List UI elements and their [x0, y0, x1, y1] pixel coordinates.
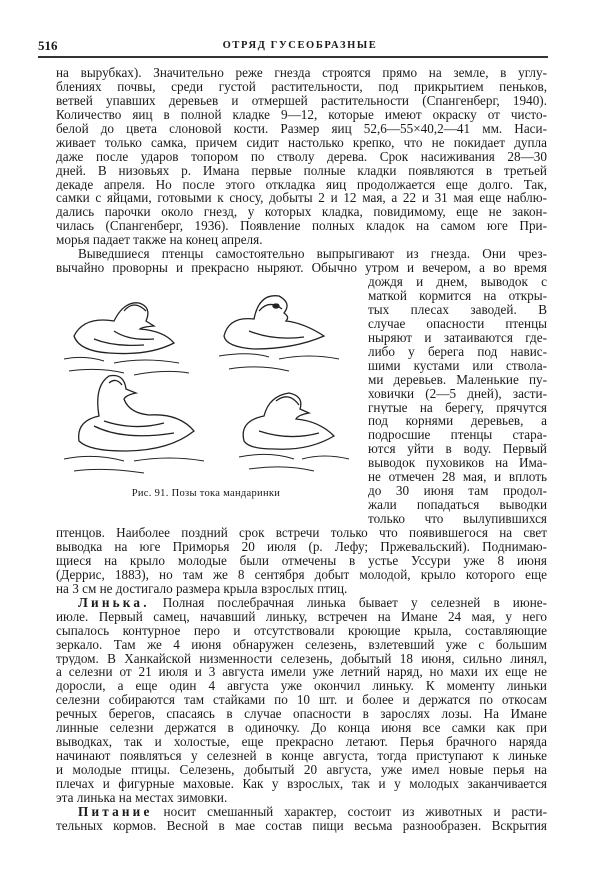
- running-title: ОТРЯД ГУСЕОБРАЗНЫЕ: [222, 40, 378, 51]
- text-line: жали попадаться выводки: [368, 498, 547, 512]
- text-line: [56, 805, 547, 819]
- figure-91: [56, 275, 356, 526]
- page-number: 516: [38, 38, 58, 53]
- text-line: июле. Первый самец, начавший линьку, встречен на Имане 24 мая, у него: [56, 609, 547, 624]
- text-line: ветвей упавших деревьев и отмершей растительности (Спангенберг, 1940).: [56, 93, 547, 108]
- text-line: вычайно проворны и прекрасно ныряют. Обычно утром и вечером, а во время: [56, 261, 547, 276]
- text-line: маткой кормится на откры-: [368, 289, 547, 303]
- text-line: белой до цвета слоновой кости. Размер яиц 52,6—55×40,2—41 мм. Наси-: [56, 121, 547, 136]
- text-line: начинают появляться у селезней в конце августа, тогда приступают к линьке: [56, 749, 547, 763]
- text-line: дались парочки около гнезд, у которых кладка, повидимому, еще не закон-: [56, 205, 547, 220]
- text-line: плечах и фигурные маховые. Как у взрослых, так и у молодых заканчивается: [56, 776, 547, 791]
- figure-caption: Рис. 91. Позы тока мандаринки: [131, 488, 281, 500]
- text-line: гнутые на берегу, прячутся: [368, 400, 547, 415]
- text-line: зеркало. Там же 4 июня обнаружен селезень, взлетевший уже с большим: [56, 637, 547, 652]
- text-line: ныряют и затаиваются где-: [368, 330, 547, 345]
- text-line: до 30 июня там продол-: [368, 484, 547, 499]
- text-line-content: носит смешанный характер, состоит из животных и расти-: [152, 804, 547, 819]
- text-line: тельных кормов. Весной в мае состав пищи весьма разнообразен. Вскрытия: [56, 818, 547, 833]
- text-line: шими кустами или ствола-: [368, 358, 547, 373]
- text-line: трудом. В Ханкайской низменности селезень, добытый 18 июня, сильно линял,: [56, 651, 547, 666]
- text-line: Выведшиеся птенцы самостоятельно выпрыгивают из гнезда. Они чрез-: [78, 247, 547, 262]
- text-line: декаде апреля. Но после этого откладка яиц продолжается еще долго. Так,: [56, 177, 547, 192]
- text-line: линные селезни держатся в одиночку. До конца июня все самки как при: [56, 721, 547, 736]
- text-line: селезни собираются там стайками по 10 шт. и более и держатся по откосам: [56, 693, 547, 708]
- text-line: эта линька на местах зимовки.: [56, 790, 228, 805]
- figure-row: [56, 275, 547, 526]
- text-line: а селезни от 21 июля и 3 августа имели уже летний наряд, но махи их еще не: [56, 665, 547, 680]
- text-line: даже после ударов топором по стволу дерева. Срок насиживания 28—30: [56, 149, 547, 164]
- header-rule: [38, 56, 548, 58]
- text-block-top: [56, 66, 547, 275]
- text-line: (Деррис, 1883), но там же 8 сентября добыт молодой, крыло которого еще: [56, 567, 547, 582]
- text-line: птенцов. Наиболее поздний срок встречи только что появившегося на свет: [56, 526, 547, 540]
- section-heading: Линька.: [78, 595, 150, 610]
- text-line: выводка на юге Приморья 20 июля (р. Лефу; Пржевальский). Поднимаю-: [56, 540, 547, 554]
- text-line: ми деревьев. Маленькие пу-: [368, 372, 547, 387]
- text-line: выводок пуховиков на Има-: [368, 456, 547, 471]
- text-line: дней. В низовьях р. Имана первые полные кладки появляются в третьей: [56, 163, 547, 178]
- text-line: ховички (2—5 дней), засти-: [368, 386, 547, 401]
- duck-drawing-3: [64, 376, 204, 473]
- text-line: Количество яиц в полной кладке 9—12, которые имеют окраску от чисто-: [56, 107, 547, 122]
- text-line: только что вылупившихся: [368, 512, 547, 526]
- text-line: [56, 596, 547, 610]
- text-line: сыпалось контурное перо и отсутствовали кроющие крыла, составляющие: [56, 623, 547, 638]
- text-line: самки с яйцами, готовыми к сносу, добыты 2 и 12 мая, а 22 и 31 мая еще наблю-: [56, 191, 547, 206]
- body-text: [56, 66, 547, 833]
- text-line: речных берегов, спасаясь в случае опасности в зарослях лозы. На Имане: [56, 707, 547, 722]
- text-line-content: Полная послебрачная линька бывает у селезней в июне-: [149, 595, 547, 610]
- text-line: ются уйти в воду. Первый: [368, 442, 547, 457]
- text-line: доросли, а еще один 4 августа уже окончил линьку. К моменту линьки: [56, 679, 547, 694]
- text-line: случае опасности птенцы: [368, 316, 547, 331]
- duck-drawing-1: [64, 303, 189, 375]
- text-line: чилась (Спангенберг, 1936). Появление полных кладок на самом юге При-: [56, 219, 547, 234]
- text-line: блениях почвы, среди густой растительности, под прикрытием пеньков,: [56, 79, 547, 94]
- text-line: живает только самка, причем сидит настолько крепко, что не покидает дупла: [56, 135, 547, 150]
- text-line: на 3 см не достигало размера крыла взрослых птиц.: [56, 581, 348, 596]
- section-heading: Питание: [78, 804, 153, 819]
- duck-drawing-4: [239, 393, 349, 471]
- text-line: под корнями деревьев, а: [368, 414, 547, 429]
- text-line: морья падает также на конец апреля.: [56, 233, 263, 248]
- text-line: выводках, так и холостые, еще прекрасно летают. Перья брачного наряда: [56, 735, 547, 750]
- text-line: тых плесах заводей. В: [368, 302, 547, 317]
- duck-drawing-2: [219, 296, 339, 371]
- mandarin-duck-illustration: [54, 281, 354, 481]
- text-line: щиеся на крыло молодые были отмечены в устье Уссури уже 8 июня: [56, 553, 547, 568]
- text-line: подросшие птенцы стара-: [368, 428, 547, 443]
- text-line: либо у берега под навис-: [368, 344, 547, 359]
- text-block-bottom: [56, 526, 547, 833]
- text-line: дождя и днем, выводок с: [368, 275, 547, 289]
- text-line: не отмечен 28 мая, и вплоть: [368, 470, 547, 485]
- text-line: на вырубках). Значительно реже гнезда строятся прямо на земле, в углу-: [56, 66, 547, 80]
- text-line: и молодые птицы. Селезень, добытый 20 августа, уже имел новые перья на: [56, 763, 547, 777]
- text-column-right: [368, 275, 547, 526]
